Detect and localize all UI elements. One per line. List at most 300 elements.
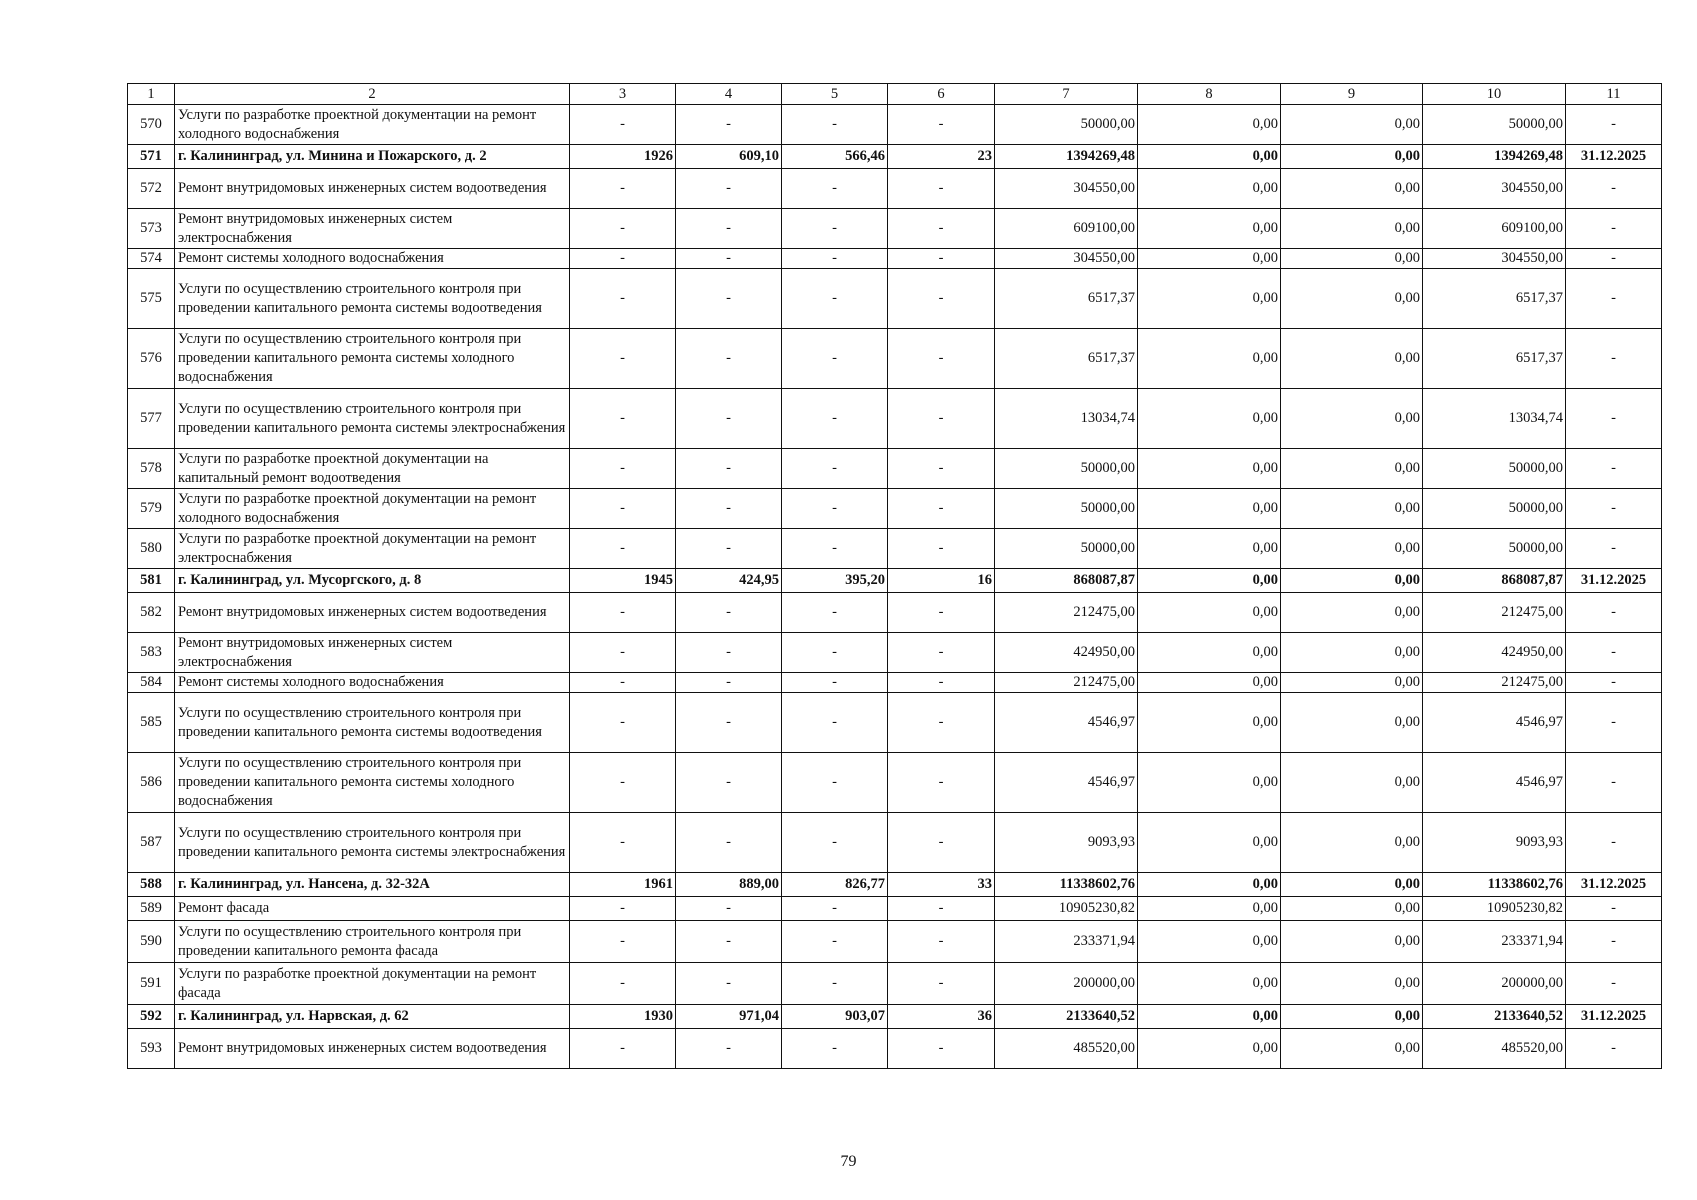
cost-column-10-cell: 304550,00 (1423, 169, 1566, 209)
work-item-row (128, 921, 1662, 963)
column-header: 8 (1138, 84, 1281, 105)
address-row (128, 145, 1662, 169)
living-area-cell: - (782, 753, 888, 813)
completion-date-cell: - (1566, 593, 1662, 633)
column-number-header-row (128, 84, 1662, 105)
completion-date-cell: - (1566, 693, 1662, 753)
total-area-cell: - (676, 963, 782, 1005)
year-built-cell: - (570, 897, 676, 921)
work-item-row (128, 449, 1662, 489)
work-item-row (128, 963, 1662, 1005)
cost-column-9-cell: 0,00 (1281, 1029, 1423, 1069)
item-name-cell: Услуги по осуществлению строительного контроля при проведении капитального ремонта системы холодного водоснабжения (175, 329, 570, 389)
cost-column-9-cell: 0,00 (1281, 249, 1423, 269)
cost-column-9-cell: 0,00 (1281, 145, 1423, 169)
cost-column-8-cell: 0,00 (1138, 489, 1281, 529)
cost-column-10-cell: 50000,00 (1423, 529, 1566, 569)
row-number-cell: 590 (128, 921, 175, 963)
residents-cell: - (888, 963, 995, 1005)
cost-column-9-cell: 0,00 (1281, 693, 1423, 753)
work-item-row (128, 329, 1662, 389)
cost-column-9-cell: 0,00 (1281, 673, 1423, 693)
residents-cell: - (888, 693, 995, 753)
column-header: 11 (1566, 84, 1662, 105)
cost-column-10-cell: 1394269,48 (1423, 145, 1566, 169)
living-area-cell: - (782, 897, 888, 921)
residents-cell: - (888, 249, 995, 269)
living-area-cell: - (782, 693, 888, 753)
residents-cell: - (888, 633, 995, 673)
completion-date-cell: - (1566, 813, 1662, 873)
year-built-cell: - (570, 209, 676, 249)
total-area-cell: - (676, 169, 782, 209)
year-built-cell: - (570, 593, 676, 633)
row-number-cell: 582 (128, 593, 175, 633)
total-area-cell: - (676, 921, 782, 963)
column-header: 10 (1423, 84, 1566, 105)
cost-column-10-cell: 212475,00 (1423, 593, 1566, 633)
cost-column-8-cell: 0,00 (1138, 105, 1281, 145)
item-name-cell: Услуги по осуществлению строительного контроля при проведении капитального ремонта системы водоотведения (175, 693, 570, 753)
page-number: 79 (840, 1153, 857, 1170)
cost-column-8-cell: 0,00 (1138, 753, 1281, 813)
total-cost-cell: 9093,93 (995, 813, 1138, 873)
living-area-cell: - (782, 329, 888, 389)
cost-column-9-cell: 0,00 (1281, 921, 1423, 963)
work-item-row (128, 897, 1662, 921)
completion-date-cell: - (1566, 269, 1662, 329)
row-number-cell: 577 (128, 389, 175, 449)
cost-column-10-cell: 233371,94 (1423, 921, 1566, 963)
item-name-cell: Услуги по разработке проектной документации на ремонт электроснабжения (175, 529, 570, 569)
cost-column-9-cell: 0,00 (1281, 753, 1423, 813)
cost-column-10-cell: 200000,00 (1423, 963, 1566, 1005)
total-cost-cell: 200000,00 (995, 963, 1138, 1005)
cost-column-8-cell: 0,00 (1138, 963, 1281, 1005)
cost-column-8-cell: 0,00 (1138, 673, 1281, 693)
work-item-row (128, 633, 1662, 673)
year-built-cell: - (570, 921, 676, 963)
row-number-cell: 587 (128, 813, 175, 873)
living-area-cell: - (782, 529, 888, 569)
residents-cell: - (888, 169, 995, 209)
row-number-cell: 572 (128, 169, 175, 209)
total-area-cell: - (676, 693, 782, 753)
row-number-cell: 573 (128, 209, 175, 249)
living-area-cell: - (782, 169, 888, 209)
year-built-cell: - (570, 813, 676, 873)
cost-column-10-cell: 485520,00 (1423, 1029, 1566, 1069)
item-name-cell: Ремонт внутридомовых инженерных систем водоотведения (175, 169, 570, 209)
row-number-cell: 581 (128, 569, 175, 593)
cost-column-8-cell: 0,00 (1138, 209, 1281, 249)
total-area-cell: - (676, 673, 782, 693)
cost-column-10-cell: 13034,74 (1423, 389, 1566, 449)
total-area-cell: - (676, 329, 782, 389)
completion-date-cell: - (1566, 449, 1662, 489)
living-area-cell: - (782, 489, 888, 529)
completion-date-cell: - (1566, 673, 1662, 693)
item-name-cell: Ремонт внутридомовых инженерных систем электроснабжения (175, 633, 570, 673)
total-cost-cell: 212475,00 (995, 673, 1138, 693)
completion-date-cell: - (1566, 963, 1662, 1005)
cost-column-8-cell: 0,00 (1138, 693, 1281, 753)
cost-column-10-cell: 4546,97 (1423, 693, 1566, 753)
item-name-cell: Услуги по осуществлению строительного контроля при проведении капитального ремонта фасада (175, 921, 570, 963)
cost-column-8-cell: 0,00 (1138, 569, 1281, 593)
residents-cell: 16 (888, 569, 995, 593)
work-item-row (128, 389, 1662, 449)
living-area-cell: - (782, 209, 888, 249)
item-name-cell: Ремонт внутридомовых инженерных систем водоотведения (175, 593, 570, 633)
completion-date-cell: - (1566, 209, 1662, 249)
total-area-cell: - (676, 269, 782, 329)
total-cost-cell: 4546,97 (995, 753, 1138, 813)
total-cost-cell: 13034,74 (995, 389, 1138, 449)
residents-cell: - (888, 897, 995, 921)
item-name-cell: Услуги по осуществлению строительного контроля при проведении капитального ремонта системы холодного водоснабжения (175, 753, 570, 813)
completion-date-cell: - (1566, 489, 1662, 529)
completion-date-cell: - (1566, 169, 1662, 209)
row-number-cell: 586 (128, 753, 175, 813)
work-item-row (128, 209, 1662, 249)
item-name-cell: Ремонт системы холодного водоснабжения (175, 673, 570, 693)
residents-cell: - (888, 269, 995, 329)
year-built-cell: - (570, 105, 676, 145)
cost-column-10-cell: 4546,97 (1423, 753, 1566, 813)
year-built-cell: - (570, 249, 676, 269)
completion-date-cell: - (1566, 529, 1662, 569)
cost-column-10-cell: 11338602,76 (1423, 873, 1566, 897)
row-number-cell: 575 (128, 269, 175, 329)
row-number-cell: 589 (128, 897, 175, 921)
completion-date-cell: - (1566, 389, 1662, 449)
cost-column-9-cell: 0,00 (1281, 813, 1423, 873)
completion-date-cell: 31.12.2025 (1566, 569, 1662, 593)
living-area-cell: - (782, 813, 888, 873)
cost-column-10-cell: 2133640,52 (1423, 1005, 1566, 1029)
row-number-cell: 574 (128, 249, 175, 269)
row-number-cell: 585 (128, 693, 175, 753)
cost-column-8-cell: 0,00 (1138, 249, 1281, 269)
column-header: 2 (175, 84, 570, 105)
address-row (128, 1005, 1662, 1029)
completion-date-cell: - (1566, 897, 1662, 921)
total-area-cell: - (676, 633, 782, 673)
work-item-row (128, 529, 1662, 569)
total-area-cell: 609,10 (676, 145, 782, 169)
total-area-cell: 424,95 (676, 569, 782, 593)
cost-column-8-cell: 0,00 (1138, 1005, 1281, 1029)
cost-column-9-cell: 0,00 (1281, 105, 1423, 145)
residents-cell: - (888, 389, 995, 449)
row-number-cell: 571 (128, 145, 175, 169)
total-cost-cell: 304550,00 (995, 249, 1138, 269)
row-number-cell: 584 (128, 673, 175, 693)
cost-column-10-cell: 6517,37 (1423, 269, 1566, 329)
completion-date-cell: - (1566, 329, 1662, 389)
cost-column-10-cell: 304550,00 (1423, 249, 1566, 269)
row-number-cell: 588 (128, 873, 175, 897)
residents-cell: - (888, 529, 995, 569)
cost-column-8-cell: 0,00 (1138, 921, 1281, 963)
living-area-cell: 566,46 (782, 145, 888, 169)
completion-date-cell: - (1566, 633, 1662, 673)
total-cost-cell: 11338602,76 (995, 873, 1138, 897)
work-item-row (128, 813, 1662, 873)
completion-date-cell: 31.12.2025 (1566, 873, 1662, 897)
total-cost-cell: 212475,00 (995, 593, 1138, 633)
living-area-cell: - (782, 673, 888, 693)
cost-column-9-cell: 0,00 (1281, 329, 1423, 389)
living-area-cell: - (782, 963, 888, 1005)
completion-date-cell: 31.12.2025 (1566, 1005, 1662, 1029)
living-area-cell: - (782, 1029, 888, 1069)
living-area-cell: - (782, 593, 888, 633)
residents-cell: - (888, 921, 995, 963)
total-cost-cell: 424950,00 (995, 633, 1138, 673)
cost-column-8-cell: 0,00 (1138, 389, 1281, 449)
total-cost-cell: 10905230,82 (995, 897, 1138, 921)
total-cost-cell: 50000,00 (995, 489, 1138, 529)
total-cost-cell: 6517,37 (995, 329, 1138, 389)
cost-column-10-cell: 212475,00 (1423, 673, 1566, 693)
work-item-row (128, 753, 1662, 813)
work-item-row (128, 269, 1662, 329)
column-header: 7 (995, 84, 1138, 105)
completion-date-cell: - (1566, 249, 1662, 269)
cost-column-10-cell: 50000,00 (1423, 489, 1566, 529)
work-schedule-table (127, 83, 1662, 1069)
total-area-cell: - (676, 1029, 782, 1069)
completion-date-cell: - (1566, 753, 1662, 813)
residents-cell: - (888, 593, 995, 633)
cost-column-10-cell: 9093,93 (1423, 813, 1566, 873)
total-cost-cell: 304550,00 (995, 169, 1138, 209)
item-name-cell: Услуги по разработке проектной документации на ремонт холодного водоснабжения (175, 489, 570, 529)
cost-column-9-cell: 0,00 (1281, 633, 1423, 673)
year-built-cell: - (570, 753, 676, 813)
residents-cell: - (888, 1029, 995, 1069)
total-cost-cell: 1394269,48 (995, 145, 1138, 169)
row-number-cell: 583 (128, 633, 175, 673)
cost-column-8-cell: 0,00 (1138, 449, 1281, 489)
year-built-cell: - (570, 389, 676, 449)
year-built-cell: - (570, 489, 676, 529)
column-header: 9 (1281, 84, 1423, 105)
total-cost-cell: 6517,37 (995, 269, 1138, 329)
total-area-cell: - (676, 489, 782, 529)
item-name-cell: г. Калининград, ул. Мусоргского, д. 8 (175, 569, 570, 593)
row-number-cell: 578 (128, 449, 175, 489)
cost-column-9-cell: 0,00 (1281, 963, 1423, 1005)
column-header: 3 (570, 84, 676, 105)
residents-cell: - (888, 753, 995, 813)
living-area-cell: - (782, 389, 888, 449)
work-item-row (128, 105, 1662, 145)
cost-column-9-cell: 0,00 (1281, 1005, 1423, 1029)
total-area-cell: - (676, 897, 782, 921)
total-area-cell: 971,04 (676, 1005, 782, 1029)
completion-date-cell: 31.12.2025 (1566, 145, 1662, 169)
residents-cell: - (888, 489, 995, 529)
total-cost-cell: 485520,00 (995, 1029, 1138, 1069)
cost-column-9-cell: 0,00 (1281, 209, 1423, 249)
residents-cell: 36 (888, 1005, 995, 1029)
item-name-cell: Ремонт системы холодного водоснабжения (175, 249, 570, 269)
total-area-cell: 889,00 (676, 873, 782, 897)
total-area-cell: - (676, 813, 782, 873)
cost-column-9-cell: 0,00 (1281, 569, 1423, 593)
living-area-cell: 395,20 (782, 569, 888, 593)
living-area-cell: 826,77 (782, 873, 888, 897)
cost-column-9-cell: 0,00 (1281, 489, 1423, 529)
cost-column-8-cell: 0,00 (1138, 813, 1281, 873)
cost-column-10-cell: 10905230,82 (1423, 897, 1566, 921)
total-cost-cell: 233371,94 (995, 921, 1138, 963)
cost-column-8-cell: 0,00 (1138, 593, 1281, 633)
work-item-row (128, 489, 1662, 529)
completion-date-cell: - (1566, 1029, 1662, 1069)
cost-column-10-cell: 609100,00 (1423, 209, 1566, 249)
cost-column-9-cell: 0,00 (1281, 169, 1423, 209)
total-area-cell: - (676, 249, 782, 269)
column-header: 1 (128, 84, 175, 105)
cost-column-8-cell: 0,00 (1138, 873, 1281, 897)
address-row (128, 569, 1662, 593)
living-area-cell: - (782, 249, 888, 269)
cost-column-10-cell: 868087,87 (1423, 569, 1566, 593)
cost-column-8-cell: 0,00 (1138, 269, 1281, 329)
residents-cell: - (888, 329, 995, 389)
year-built-cell: 1926 (570, 145, 676, 169)
total-cost-cell: 50000,00 (995, 529, 1138, 569)
column-header: 5 (782, 84, 888, 105)
living-area-cell: - (782, 921, 888, 963)
cost-column-9-cell: 0,00 (1281, 389, 1423, 449)
row-number-cell: 593 (128, 1029, 175, 1069)
total-cost-cell: 2133640,52 (995, 1005, 1138, 1029)
cost-column-8-cell: 0,00 (1138, 145, 1281, 169)
year-built-cell: - (570, 449, 676, 489)
total-area-cell: - (676, 209, 782, 249)
cost-column-10-cell: 6517,37 (1423, 329, 1566, 389)
item-name-cell: Услуги по осуществлению строительного контроля при проведении капитального ремонта системы электроснабжения (175, 389, 570, 449)
cost-column-8-cell: 0,00 (1138, 329, 1281, 389)
completion-date-cell: - (1566, 105, 1662, 145)
item-name-cell: Ремонт фасада (175, 897, 570, 921)
cost-column-8-cell: 0,00 (1138, 529, 1281, 569)
column-header: 4 (676, 84, 782, 105)
table-body (128, 105, 1662, 1069)
total-cost-cell: 4546,97 (995, 693, 1138, 753)
cost-column-9-cell: 0,00 (1281, 897, 1423, 921)
column-header: 6 (888, 84, 995, 105)
cost-column-9-cell: 0,00 (1281, 449, 1423, 489)
residents-cell: - (888, 105, 995, 145)
address-row (128, 873, 1662, 897)
total-area-cell: - (676, 449, 782, 489)
living-area-cell: 903,07 (782, 1005, 888, 1029)
item-name-cell: г. Калининград, ул. Нарвская, д. 62 (175, 1005, 570, 1029)
cost-column-10-cell: 50000,00 (1423, 105, 1566, 145)
completion-date-cell: - (1566, 921, 1662, 963)
living-area-cell: - (782, 633, 888, 673)
item-name-cell: Услуги по осуществлению строительного контроля при проведении капитального ремонта системы водоотведения (175, 269, 570, 329)
residents-cell: - (888, 209, 995, 249)
item-name-cell: Ремонт внутридомовых инженерных систем электроснабжения (175, 209, 570, 249)
residents-cell: - (888, 813, 995, 873)
living-area-cell: - (782, 105, 888, 145)
year-built-cell: - (570, 633, 676, 673)
year-built-cell: - (570, 1029, 676, 1069)
cost-column-8-cell: 0,00 (1138, 897, 1281, 921)
item-name-cell: Услуги по разработке проектной документации на ремонт фасада (175, 963, 570, 1005)
row-number-cell: 579 (128, 489, 175, 529)
work-item-row (128, 249, 1662, 269)
item-name-cell: Ремонт внутридомовых инженерных систем водоотведения (175, 1029, 570, 1069)
year-built-cell: - (570, 329, 676, 389)
total-cost-cell: 868087,87 (995, 569, 1138, 593)
total-area-cell: - (676, 105, 782, 145)
total-area-cell: - (676, 753, 782, 813)
living-area-cell: - (782, 269, 888, 329)
row-number-cell: 576 (128, 329, 175, 389)
total-area-cell: - (676, 593, 782, 633)
total-cost-cell: 609100,00 (995, 209, 1138, 249)
year-built-cell: - (570, 269, 676, 329)
total-area-cell: - (676, 529, 782, 569)
cost-column-9-cell: 0,00 (1281, 529, 1423, 569)
year-built-cell: 1945 (570, 569, 676, 593)
living-area-cell: - (782, 449, 888, 489)
year-built-cell: - (570, 693, 676, 753)
work-item-row (128, 693, 1662, 753)
cost-column-10-cell: 50000,00 (1423, 449, 1566, 489)
item-name-cell: Услуги по осуществлению строительного контроля при проведении капитального ремонта системы электроснабжения (175, 813, 570, 873)
cost-column-9-cell: 0,00 (1281, 593, 1423, 633)
work-item-row (128, 593, 1662, 633)
work-item-row (128, 169, 1662, 209)
residents-cell: - (888, 449, 995, 489)
residents-cell: - (888, 673, 995, 693)
cost-column-8-cell: 0,00 (1138, 1029, 1281, 1069)
year-built-cell: - (570, 169, 676, 209)
item-name-cell: Услуги по разработке проектной документации на капитальный ремонт водоотведения (175, 449, 570, 489)
total-area-cell: - (676, 389, 782, 449)
cost-column-8-cell: 0,00 (1138, 169, 1281, 209)
cost-column-10-cell: 424950,00 (1423, 633, 1566, 673)
item-name-cell: Услуги по разработке проектной документации на ремонт холодного водоснабжения (175, 105, 570, 145)
year-built-cell: 1961 (570, 873, 676, 897)
year-built-cell: - (570, 529, 676, 569)
work-item-row (128, 1029, 1662, 1069)
item-name-cell: г. Калининград, ул. Нансена, д. 32-32А (175, 873, 570, 897)
total-cost-cell: 50000,00 (995, 449, 1138, 489)
cost-column-8-cell: 0,00 (1138, 633, 1281, 673)
work-item-row (128, 673, 1662, 693)
row-number-cell: 591 (128, 963, 175, 1005)
year-built-cell: - (570, 673, 676, 693)
row-number-cell: 580 (128, 529, 175, 569)
row-number-cell: 592 (128, 1005, 175, 1029)
row-number-cell: 570 (128, 105, 175, 145)
residents-cell: 23 (888, 145, 995, 169)
residents-cell: 33 (888, 873, 995, 897)
cost-column-9-cell: 0,00 (1281, 873, 1423, 897)
cost-column-9-cell: 0,00 (1281, 269, 1423, 329)
item-name-cell: г. Калининград, ул. Минина и Пожарского, д. 2 (175, 145, 570, 169)
